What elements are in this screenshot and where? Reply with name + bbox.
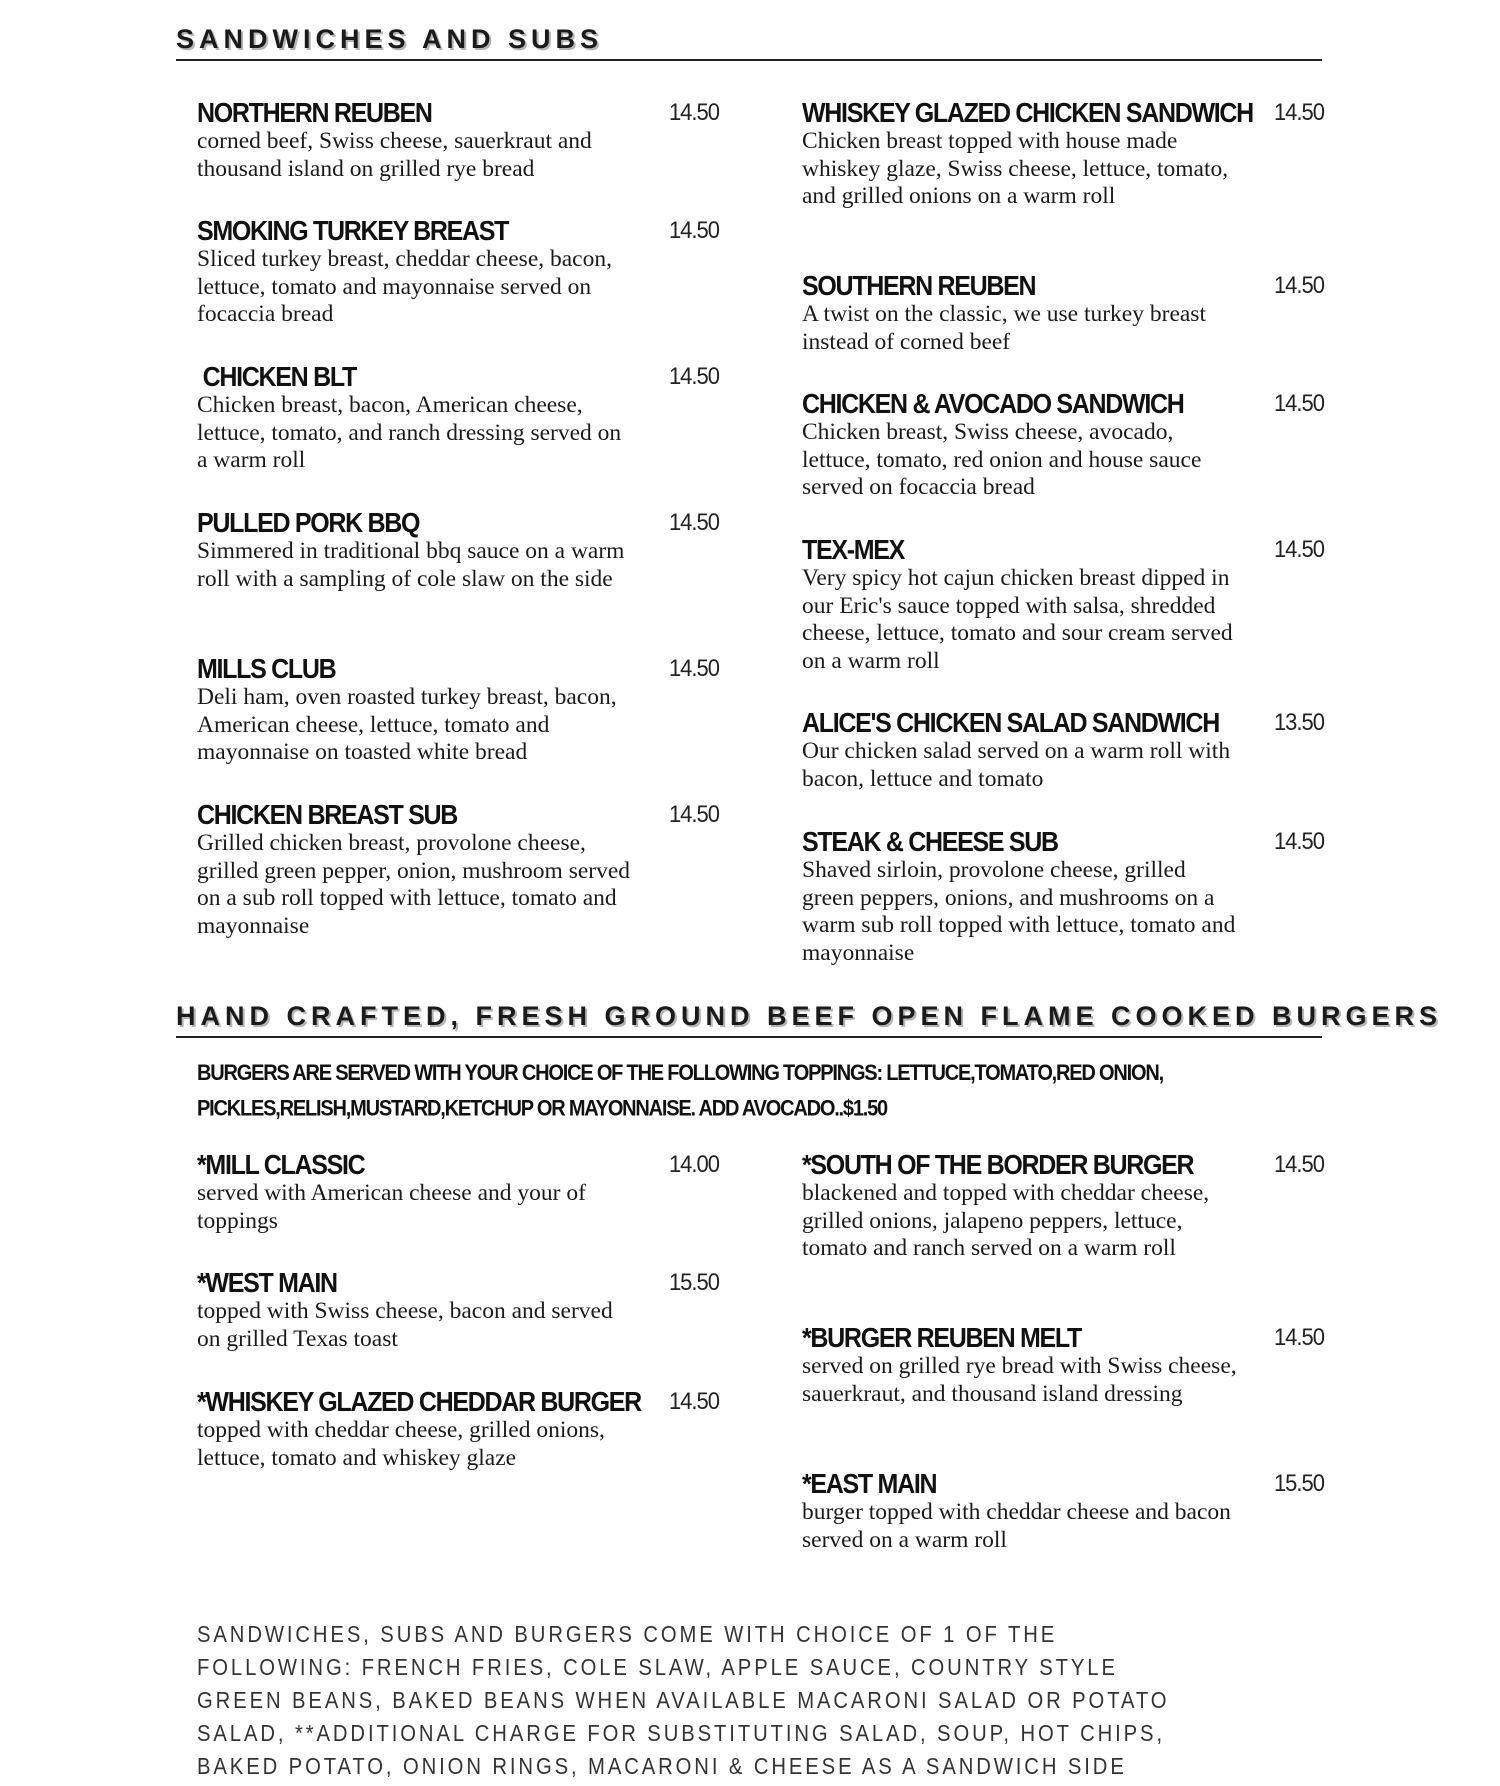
menu-item <box>197 96 719 183</box>
item-name: *MILL CLASSIC <box>197 1149 365 1181</box>
menu-item <box>197 798 719 940</box>
item-description: Chicken breast, bacon, American cheese, lettuce, tomato, and ranch dressing served on a warm roll <box>197 392 622 473</box>
menu-item <box>802 1321 1324 1408</box>
item-description: topped with Swiss cheese, bacon and served on grilled Texas toast <box>197 1298 613 1352</box>
item-name: SOUTHERN REUBEN <box>802 270 1036 302</box>
menu-item <box>197 1148 719 1235</box>
item-name: *BURGER REUBEN MELT <box>802 1322 1082 1354</box>
item-description: served on grilled rye bread with Swiss cheese, sauerkraut, and thousand island dressing <box>802 1353 1237 1407</box>
item-price: 14.50 <box>1273 98 1324 126</box>
item-price: 14.50 <box>1273 535 1324 563</box>
item-price: 14.50 <box>668 508 719 536</box>
item-name: *WHISKEY GLAZED CHEDDAR BURGER <box>197 1386 641 1418</box>
item-description: Shaved sirloin, provolone cheese, grilled green peppers, onions, and mushrooms on a warm sub roll topped with lettuce, tomato and mayonnaise <box>802 857 1236 966</box>
menu-item <box>802 269 1324 356</box>
menu-item <box>802 387 1324 502</box>
menu-item <box>197 652 719 767</box>
item-price: 14.50 <box>1273 1150 1324 1178</box>
menu-item <box>802 533 1324 675</box>
item-name: *WEST MAIN <box>197 1267 337 1299</box>
item-price: 14.50 <box>1273 1323 1324 1351</box>
item-description: burger topped with cheddar cheese and bacon served on a warm roll <box>802 1499 1231 1553</box>
item-price: 14.50 <box>668 1387 719 1415</box>
item-name: *EAST MAIN <box>802 1468 937 1500</box>
menu-item <box>197 1385 719 1472</box>
menu-item <box>197 360 719 475</box>
menu-item <box>802 825 1324 967</box>
item-description: A twist on the classic, we use turkey breast instead of corned beef <box>802 301 1206 355</box>
item-price: 14.50 <box>668 216 719 244</box>
item-price: 14.50 <box>1273 389 1324 417</box>
section-title-sandwiches: SANDWICHES AND SUBS <box>176 26 1322 61</box>
item-description: Our chicken salad served on a warm roll with bacon, lettuce and tomato <box>802 738 1231 792</box>
item-price: 14.50 <box>668 654 719 682</box>
toppings-note: BURGERS ARE SERVED WITH YOUR CHOICE OF THE FOLLOWING TOPPINGS: LETTUCE,TOMATO,RED ONION, PICKLES,RELISH,MUSTARD,KETCHUP OR MAYONNAISE. ADD AVOCADO..$1.50 <box>197 1061 1163 1121</box>
item-description: Chicken breast topped with house made whiskey glaze, Swiss cheese, lettuce, tomato, and grilled onions on a warm roll <box>802 128 1229 209</box>
item-description: Very spicy hot cajun chicken breast dipped in our Eric's sauce topped with salsa, shredded cheese, lettuce, tomato and sour cream served on a warm roll <box>802 565 1233 674</box>
item-price: 14.50 <box>1273 271 1324 299</box>
item-price: 14.50 <box>1273 827 1324 855</box>
item-name: ALICE'S CHICKEN SALAD SANDWICH <box>802 707 1219 739</box>
item-name: WHISKEY GLAZED CHICKEN SANDWICH <box>802 97 1253 129</box>
item-description: Grilled chicken breast, provolone cheese, grilled green pepper, onion, mushroom served on a sub roll topped with lettuce, tomato and mayonnaise <box>197 830 631 939</box>
item-name: NORTHERN REUBEN <box>197 97 432 129</box>
menu-item <box>802 96 1324 211</box>
item-name: PULLED PORK BBQ <box>197 507 420 539</box>
item-name: CHICKEN BREAST SUB <box>197 799 457 831</box>
item-price: 14.00 <box>668 1150 719 1178</box>
section-title-burgers: HAND CRAFTED, FRESH GROUND BEEF OPEN FLAME COOKED BURGERS <box>176 1003 1322 1038</box>
menu-item <box>802 1148 1324 1263</box>
menu-item <box>802 1467 1324 1554</box>
item-description: corned beef, Swiss cheese, sauerkraut and thousand island on grilled rye bread <box>197 128 592 182</box>
item-name: CHICKEN BLT <box>197 361 356 393</box>
item-description: served with American cheese and your of toppings <box>197 1180 586 1234</box>
item-description: Deli ham, oven roasted turkey breast, bacon, American cheese, lettuce, tomato and mayonnaise on toasted white bread <box>197 684 617 765</box>
sides-footer-note: SANDWICHES, SUBS AND BURGERS COME WITH CHOICE OF 1 OF THE FOLLOWING: FRENCH FRIES, COLE SLAW, APPLE SAUCE, COUNTRY STYLE GREEN BEANS, BAKED BEANS WHEN AVAILABLE MACARONI SALAD OR POTATO SALAD, **ADDITIONAL CHARGE FOR SUBSTITUTING SALAD, SOUP, HOT CHIPS, BAKED POTATO, ONION RINGS, MACARONI & CHEESE AS A SANDWICH SIDE <box>197 1621 1170 1779</box>
item-price: 14.50 <box>668 362 719 390</box>
menu-item <box>197 506 719 593</box>
item-price: 14.50 <box>668 98 719 126</box>
item-description: Simmered in traditional bbq sauce on a warm roll with a sampling of cole slaw on the side <box>197 538 625 592</box>
item-name: MILLS CLUB <box>197 653 336 685</box>
item-name: STEAK & CHEESE SUB <box>802 826 1058 858</box>
item-name: TEX-MEX <box>802 534 905 566</box>
menu-item <box>197 214 719 329</box>
item-description: Sliced turkey breast, cheddar cheese, bacon, lettuce, tomato and mayonnaise served on focaccia bread <box>197 246 612 327</box>
item-price: 14.50 <box>668 800 719 828</box>
item-description: blackened and topped with cheddar cheese, grilled onions, jalapeno peppers, lettuce, tomato and ranch served on a warm roll <box>802 1180 1210 1261</box>
item-price: 15.50 <box>1273 1469 1324 1497</box>
menu-item <box>197 1266 719 1353</box>
item-description: Chicken breast, Swiss cheese, avocado, lettuce, tomato, red onion and house sauce served on focaccia bread <box>802 419 1202 500</box>
item-description: topped with cheddar cheese, grilled onions, lettuce, tomato and whiskey glaze <box>197 1417 605 1471</box>
menu-item <box>802 706 1324 793</box>
item-name: *SOUTH OF THE BORDER BURGER <box>802 1149 1194 1181</box>
item-name: SMOKING TURKEY BREAST <box>197 215 509 247</box>
item-price: 13.50 <box>1273 708 1324 736</box>
item-name: CHICKEN & AVOCADO SANDWICH <box>802 388 1184 420</box>
item-price: 15.50 <box>668 1268 719 1296</box>
